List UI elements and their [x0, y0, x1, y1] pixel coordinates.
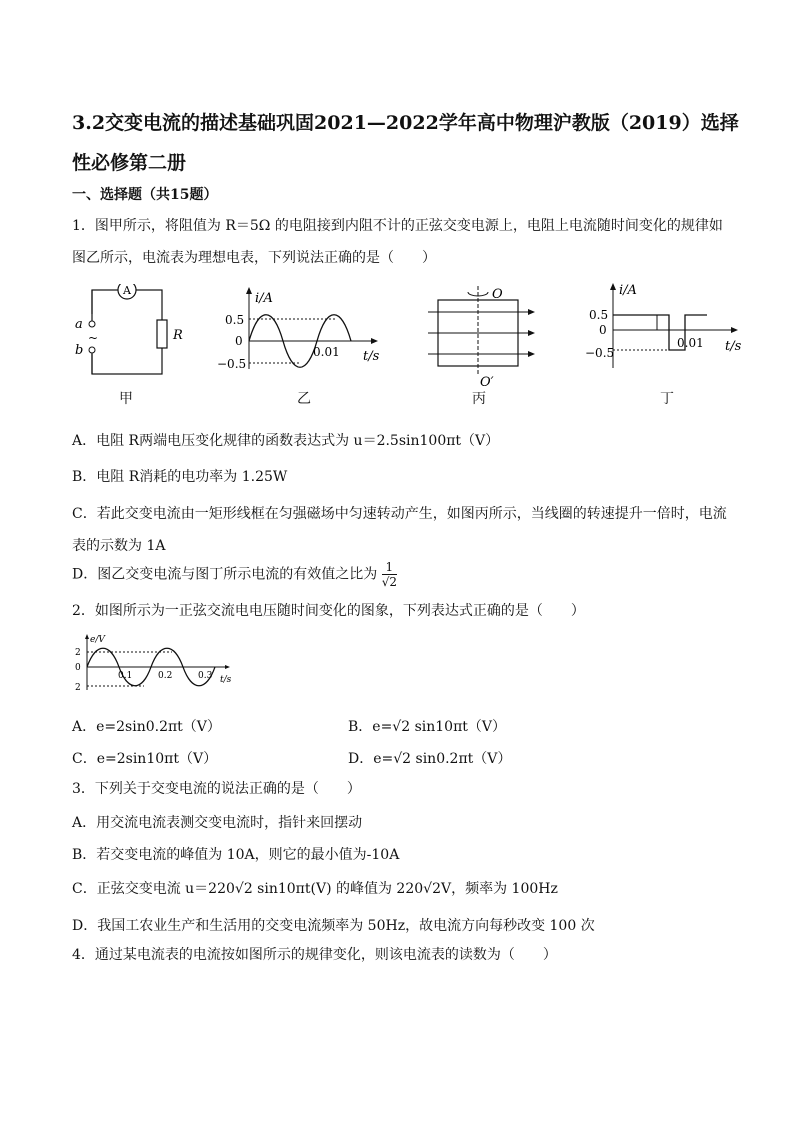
question-3-stem: 3．下列关于交变电流的说法正确的是（ ）	[72, 781, 361, 797]
fraction-denominator: √2	[381, 575, 397, 589]
y-tick-top: 0.5	[589, 308, 609, 322]
axis-top-label: O	[492, 287, 503, 302]
q2-option-a[interactable]: A．e=2sin0.2πt（V）	[72, 719, 221, 735]
x-label: t/s	[725, 339, 742, 354]
terminal-b-label: b	[75, 343, 84, 358]
y-tick-bottom: 2	[75, 683, 81, 693]
circuit-wire	[92, 290, 162, 374]
y-label: i/A	[255, 291, 273, 306]
fraction-numerator: 1	[382, 560, 397, 575]
page-title: 3.2交变电流的描述基础巩固2021—2022学年高中物理沪教版（2019）选择性必修第二册	[72, 112, 739, 174]
x-tick: 0.01	[677, 336, 704, 350]
x-label: t/s	[363, 349, 380, 364]
figure-coil	[420, 280, 540, 390]
q3-option-c[interactable]: C．正弦交变电流 u＝220√2 sin10πt(V) 的峰值为 220√2V，频率为 100Hz	[72, 881, 558, 897]
question-4-stem: 4．通过某电流表的电流按如图所示的规律变化，则该电流表的读数为（ ）	[72, 947, 557, 963]
q1-option-a[interactable]: A．电阻 R两端电压变化规律的函数表达式为 u＝2.5sin100πt（V）	[72, 433, 500, 449]
q2-option-b[interactable]: B．e=√2 sin10πt（V）	[348, 719, 507, 735]
axis-bottom-label: O′	[480, 375, 494, 390]
q3-option-a[interactable]: A．用交流电流表测交变电流时，指针来回摆动	[72, 815, 363, 831]
q1-option-b[interactable]: B．电阻 R消耗的电功率为 1.25W	[72, 469, 288, 485]
ac-source-symbol: ~	[88, 331, 99, 345]
fraction	[382, 560, 397, 589]
q1-option-d-text: D．图乙交变电流与图丁所示电流的有效值之比为	[72, 566, 378, 583]
ammeter-label: A	[123, 284, 131, 297]
y-label: e/V	[90, 635, 105, 645]
terminal-a-icon	[89, 321, 95, 327]
q3-option-d[interactable]: D．我国工农业生产和生活用的交变电流频率为 50Hz，故电流方向每秒改变 100 次	[72, 918, 595, 934]
terminal-b-icon	[89, 347, 95, 353]
y-tick-zero: 0	[75, 663, 81, 673]
x-tick-1: 0.1	[118, 671, 133, 681]
q2-option-c[interactable]: C．e=2sin10πt（V）	[72, 751, 218, 767]
figure-voltage	[72, 632, 242, 694]
y-tick-zero: 0	[235, 334, 243, 348]
caption-jia: 甲	[119, 391, 133, 407]
y-label: i/A	[619, 283, 637, 298]
q3-option-b[interactable]: B．若交变电流的峰值为 10A，则它的最小值为-10A	[72, 847, 400, 863]
y-tick-bottom: −0.5	[585, 346, 615, 360]
y-tick-top: 0.5	[225, 313, 245, 327]
section-heading: 一、选择题（共15题）	[72, 187, 218, 203]
resistor-label: R	[173, 328, 183, 343]
question-1-stem: 1．图甲所示，将阻值为 R＝5Ω 的电阻接到内阻不计的正弦交变电源上，电阻上电流随时间变化的规律如图乙所示，电流表为理想电表，下列说法正确的是（ ）	[72, 218, 723, 266]
y-tick-zero: 0	[599, 323, 607, 337]
figure-circuit	[70, 284, 195, 384]
x-tick: 0.01	[313, 345, 340, 359]
caption-yi: 乙	[297, 391, 311, 407]
y-tick-top: 2	[75, 648, 81, 658]
q2-option-d[interactable]: D．e=√2 sin0.2πt（V）	[348, 751, 512, 767]
resistor-icon	[157, 320, 167, 348]
figure-square-current	[585, 280, 745, 380]
x-label: t/s	[220, 675, 232, 685]
caption-bing: 丙	[472, 391, 486, 407]
question-2-stem: 2．如图所示为一正弦交流电电压随时间变化的图象，下列表达式正确的是（ ）	[72, 603, 585, 619]
figure-sine-current	[215, 284, 390, 384]
caption-ding: 丁	[660, 391, 674, 407]
y-tick-bottom: −0.5	[217, 357, 247, 371]
q1-option-d[interactable]	[72, 560, 397, 589]
x-tick-2: 0.2	[158, 671, 173, 681]
x-tick-3: 0.3	[198, 671, 213, 681]
terminal-a-label: a	[75, 317, 83, 332]
q1-option-c[interactable]: C．若此交变电流由一矩形线框在匀强磁场中匀速转动产生，如图丙所示，当线圈的转速提升一倍时，电流表的示数为 1A	[72, 506, 727, 554]
